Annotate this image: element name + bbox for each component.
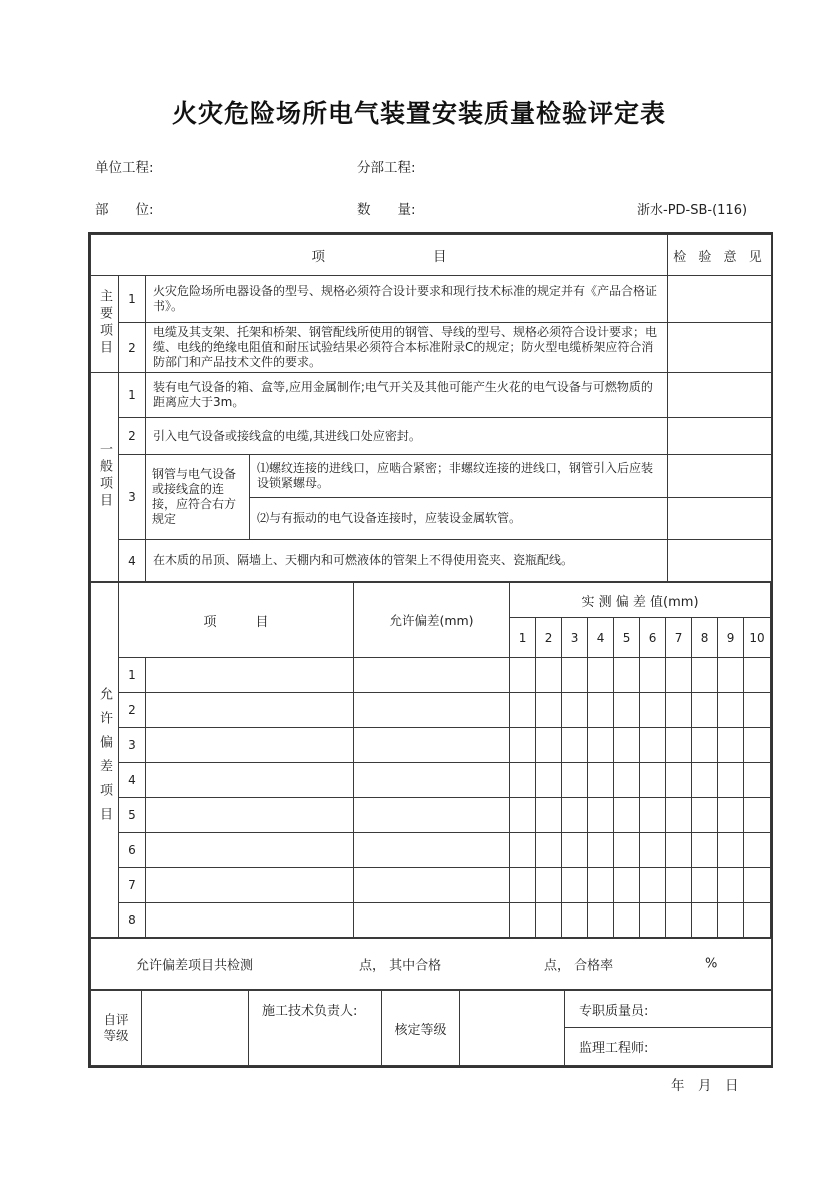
measure-cell	[536, 763, 562, 798]
row-number: 2	[119, 323, 146, 373]
deviation-header-allow: 允许偏差(mm)	[354, 583, 510, 658]
deviation-row-number: 1	[119, 658, 146, 693]
measure-cell	[666, 903, 692, 938]
deviation-allow-cell	[354, 833, 510, 868]
measure-cell	[692, 728, 718, 763]
measure-cell	[562, 728, 588, 763]
deviation-allow-cell	[354, 693, 510, 728]
deviation-item-cell	[146, 658, 354, 693]
deviation-section-label-text: 允许偏差项目	[97, 686, 112, 831]
measure-col-header: 6	[640, 618, 666, 658]
measure-cell	[640, 798, 666, 833]
measure-cell	[588, 763, 614, 798]
measure-cell	[692, 763, 718, 798]
row-text: 引入电气设备或接线盒的电缆,其进线口处应密封。	[146, 418, 668, 455]
check-grade-value-cell	[460, 991, 565, 1066]
opinion-cell	[668, 276, 772, 323]
measure-cell	[588, 833, 614, 868]
measure-cell	[510, 728, 536, 763]
field-quantity: 数 量:	[357, 202, 416, 218]
deviation-allow-cell	[354, 728, 510, 763]
quality-officer-label: 专职质量员:	[565, 991, 771, 1028]
check-grade-cell: 核定等级	[382, 991, 460, 1066]
measure-cell	[562, 798, 588, 833]
deviation-allow-cell	[354, 798, 510, 833]
field-unit-project: 单位工程:	[95, 160, 154, 176]
measure-cell	[640, 833, 666, 868]
measure-cell	[536, 798, 562, 833]
measure-cell	[510, 868, 536, 903]
measure-col-header: 3	[562, 618, 588, 658]
measure-cell	[718, 693, 744, 728]
measure-cell	[744, 728, 771, 763]
measure-cell	[744, 903, 771, 938]
field-part: 部 位:	[95, 202, 154, 218]
row-text: 火灾危险场所电器设备的型号、规格必须符合设计要求和现行技术标准的规定并有《产品合格证书》。	[146, 276, 668, 323]
self-grade-label: 自评等级	[103, 1012, 129, 1043]
measure-cell	[614, 868, 640, 903]
measure-cell	[640, 868, 666, 903]
measure-cell	[614, 903, 640, 938]
summary-row	[91, 939, 772, 990]
measure-cell	[614, 798, 640, 833]
measure-cell	[614, 833, 640, 868]
opinion-cell	[668, 540, 772, 582]
measure-cell	[562, 763, 588, 798]
measure-cell	[718, 763, 744, 798]
measure-cell	[666, 868, 692, 903]
measure-cell	[562, 903, 588, 938]
deviation-item-cell	[146, 728, 354, 763]
measure-cell	[588, 658, 614, 693]
measure-cell	[588, 798, 614, 833]
row-text: 装有电气设备的箱、盒等,应用金属制作;电气开关及其他可能产生火花的电气设备与可燃物质的距离应大于3m。	[146, 373, 668, 418]
deviation-allow-cell	[354, 658, 510, 693]
measure-cell	[692, 693, 718, 728]
row-number: 4	[119, 540, 146, 582]
field-division-project: 分部工程:	[357, 160, 416, 176]
summary-mid2: 点， 合格率	[544, 958, 614, 974]
measure-cell	[718, 728, 744, 763]
date-line: 年 月 日	[671, 1078, 739, 1094]
deviation-item-cell	[146, 693, 354, 728]
deviation-row-number: 3	[119, 728, 146, 763]
measure-cell	[666, 693, 692, 728]
deviation-allow-cell	[354, 903, 510, 938]
row3-sub1: ⑴螺纹连接的进线口，应啮合紧密；非螺纹连接的进线口，钢管引入后应装设锁紧螺母。	[250, 455, 668, 498]
measure-col-header: 8	[692, 618, 718, 658]
deviation-row-number: 8	[119, 903, 146, 938]
supervisor-label: 监理工程师:	[579, 1041, 649, 1056]
deviation-header-measured: 实 测 偏 差 值(mm)	[510, 583, 771, 618]
measure-cell	[562, 868, 588, 903]
deviation-row-number: 4	[119, 763, 146, 798]
measure-cell	[588, 728, 614, 763]
tech-lead-cell: 施工技术负责人:	[249, 991, 382, 1066]
measure-cell	[588, 868, 614, 903]
inspection-table	[90, 234, 772, 582]
measure-col-header: 4	[588, 618, 614, 658]
measure-cell	[614, 728, 640, 763]
row-number: 1	[119, 276, 146, 323]
measure-cell	[614, 658, 640, 693]
measure-cell	[562, 833, 588, 868]
measure-cell	[510, 763, 536, 798]
measure-cell	[510, 903, 536, 938]
measure-cell	[640, 763, 666, 798]
deviation-row-number: 2	[119, 693, 146, 728]
deviation-row-number: 5	[119, 798, 146, 833]
measure-cell	[536, 693, 562, 728]
deviation-item-cell	[146, 833, 354, 868]
row3-label: 钢管与电气设备或接线盒的连接，应符合右方规定	[146, 455, 250, 540]
deviation-item-cell	[146, 868, 354, 903]
measure-cell	[744, 868, 771, 903]
measure-cell	[536, 903, 562, 938]
opinion-cell	[668, 418, 772, 455]
measure-cell	[510, 693, 536, 728]
measure-cell	[536, 658, 562, 693]
deviation-table	[90, 582, 771, 938]
measure-cell	[562, 658, 588, 693]
summary-pct: %	[705, 956, 718, 972]
deviation-row-number: 6	[119, 833, 146, 868]
measure-cell	[718, 833, 744, 868]
deviation-row-number: 7	[119, 868, 146, 903]
measure-cell	[614, 693, 640, 728]
row-text: 在木质的吊顶、隔墙上、天棚内和可燃液体的管架上不得使用瓷夹、瓷瓶配线。	[146, 540, 668, 582]
summary-mid1: 点， 其中合格	[359, 958, 442, 974]
measure-cell	[510, 658, 536, 693]
deviation-item-cell	[146, 798, 354, 833]
deviation-allow-cell	[354, 763, 510, 798]
row-number: 3	[119, 455, 146, 540]
measure-cell	[640, 728, 666, 763]
summary-table	[90, 938, 772, 990]
measure-cell	[536, 868, 562, 903]
footer-table	[90, 990, 772, 1066]
summary-label: 允许偏差项目共检测	[136, 958, 254, 974]
self-grade-cell	[91, 991, 142, 1066]
row-number: 2	[119, 418, 146, 455]
measure-cell	[510, 798, 536, 833]
deviation-item-cell	[146, 763, 354, 798]
opinion-cell	[668, 498, 772, 540]
section-label-general	[91, 373, 119, 582]
section-label-main	[91, 276, 119, 373]
measure-cell	[588, 693, 614, 728]
self-grade-value-cell	[142, 991, 249, 1066]
measure-cell	[640, 903, 666, 938]
measure-cell	[536, 833, 562, 868]
header-opinion-cell: 检 验 意 见	[668, 235, 772, 276]
measure-cell	[588, 903, 614, 938]
measure-col-header: 10	[744, 618, 771, 658]
section-label-general-text: 一般项目	[97, 441, 112, 510]
measure-cell	[692, 868, 718, 903]
measure-cell	[640, 658, 666, 693]
section-label-main-text: 主要项目	[97, 288, 112, 357]
measure-cell	[510, 833, 536, 868]
main-table-frame	[88, 232, 773, 1068]
measure-cell	[692, 833, 718, 868]
measure-cell	[692, 903, 718, 938]
measure-cell	[718, 798, 744, 833]
deviation-allow-cell	[354, 868, 510, 903]
deviation-item-cell	[146, 903, 354, 938]
opinion-cell	[668, 373, 772, 418]
measure-cell	[562, 693, 588, 728]
measure-cell	[692, 798, 718, 833]
header-item-cell: 项 目	[91, 235, 668, 276]
measure-col-header: 9	[718, 618, 744, 658]
signatures-cell	[565, 991, 772, 1066]
measure-col-header: 2	[536, 618, 562, 658]
measure-cell	[718, 658, 744, 693]
measure-cell	[744, 658, 771, 693]
deviation-header-item: 项 目	[119, 583, 354, 658]
measure-col-header: 1	[510, 618, 536, 658]
row-number: 1	[119, 373, 146, 418]
measure-cell	[744, 693, 771, 728]
row3-sub2: ⑵与有振动的电气设备连接时，应装设金属软管。	[250, 498, 668, 540]
measure-cell	[744, 763, 771, 798]
measure-cell	[640, 693, 666, 728]
measure-cell	[692, 658, 718, 693]
measure-cell	[666, 763, 692, 798]
row-text: 电缆及其支架、托架和桥架、钢管配线所使用的钢管、导线的型号、规格必须符合设计要求；电缆、电线的绝缘电阻值和耐压试验结果必须符合本标准附录C的规定；防火型电缆桥架应符合消防部门和产品技术文件的要求。	[146, 323, 668, 373]
measure-cell	[666, 798, 692, 833]
measure-col-header: 5	[614, 618, 640, 658]
measure-cell	[536, 728, 562, 763]
measure-cell	[666, 658, 692, 693]
opinion-cell	[668, 455, 772, 498]
measure-cell	[718, 868, 744, 903]
measure-col-header: 7	[666, 618, 692, 658]
measure-cell	[718, 903, 744, 938]
measure-cell	[666, 728, 692, 763]
measure-cell	[744, 833, 771, 868]
measure-cell	[744, 798, 771, 833]
page-title: 火灾危险场所电气装置安装质量检验评定表	[171, 99, 666, 128]
measure-cell	[666, 833, 692, 868]
measure-cell	[614, 763, 640, 798]
deviation-section-label	[91, 583, 119, 938]
opinion-cell	[668, 323, 772, 373]
form-code: 浙水-PD-SB-(116)	[637, 203, 748, 218]
